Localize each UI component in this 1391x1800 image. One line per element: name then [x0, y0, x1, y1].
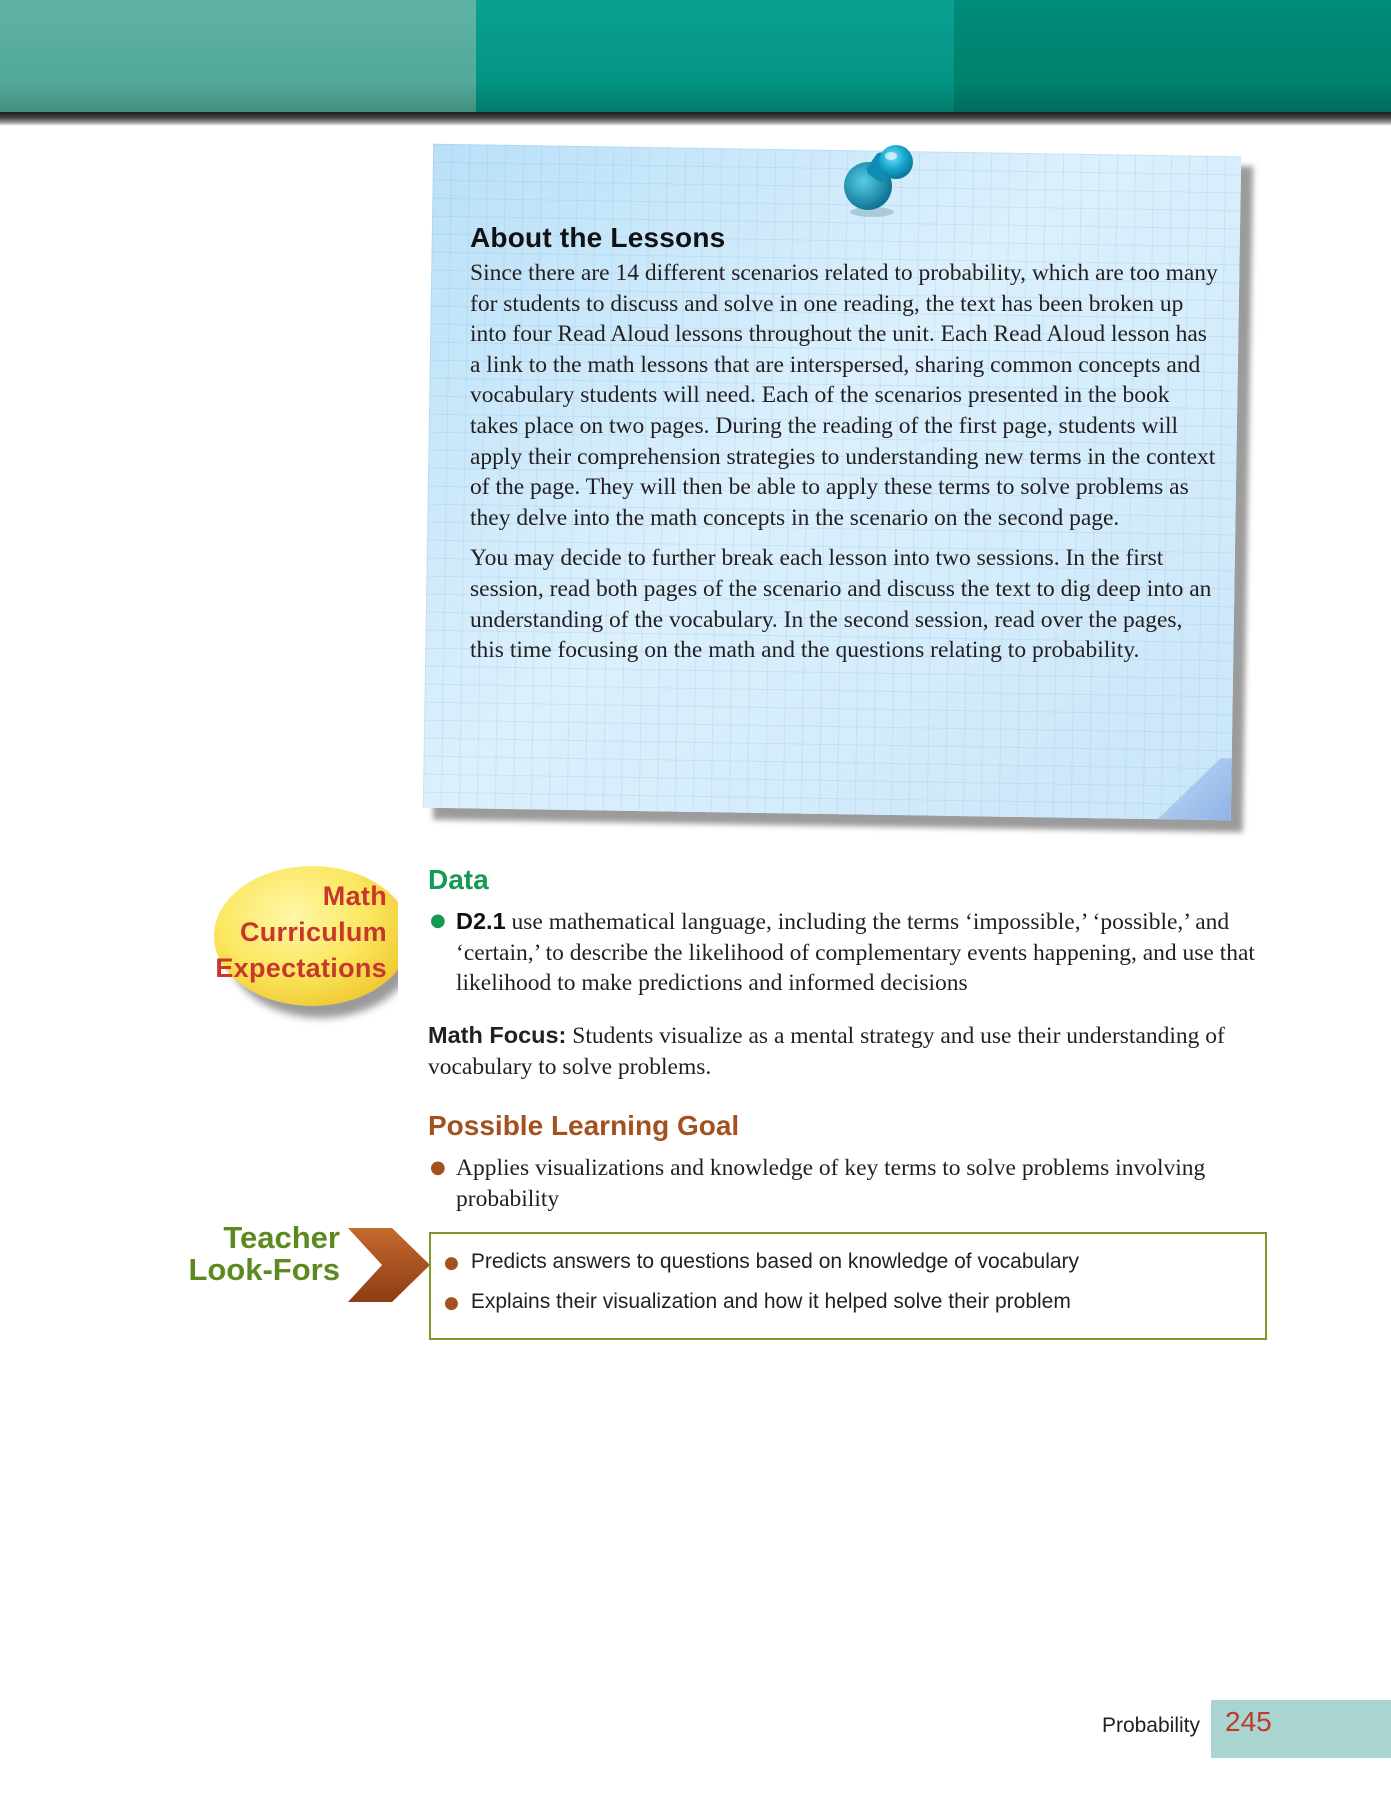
badge-line-curriculum: Curriculum — [239, 917, 387, 947]
footer-section-label: Probability — [1101, 1714, 1200, 1737]
bullet-icon: ● — [430, 910, 446, 931]
bullet-icon: ● — [430, 1157, 446, 1178]
about-paragraph-1: Since there are 14 different scenarios related to probability, which are too many for students to discuss and solve in one reading, the text has been broken up into four Read Aloud lessons throughout the unit. Each Read Aloud lesson has a link to the math lessons that are interspersed, sharing common concepts and vocabulary students will need. Each of the scenarios presented in the book takes place on two pages. During the reading of the first page, students will apply their comprehension strategies to understanding new terms in the context of the page. They will then be able to apply these terms to solve problems as they delve into the math concepts in the scenario on the second page. — [470, 260, 1218, 531]
expectation-item — [428, 906, 1258, 999]
look-fors-label-line1: Teacher — [223, 1220, 340, 1255]
about-lessons-title: About the Lessons — [470, 222, 726, 253]
look-for-text: Predicts answers to questions based on knowledge of vocabulary — [470, 1250, 1080, 1273]
look-for-item — [444, 1250, 1079, 1274]
math-focus-label: Math Focus: — [428, 1022, 567, 1048]
page-number: 245 — [1225, 1706, 1272, 1737]
learning-goal-heading: Possible Learning Goal — [428, 1110, 740, 1141]
bullet-icon: ● — [444, 1253, 459, 1273]
banner-segment-left — [0, 0, 476, 118]
expectation-text — [428, 906, 1258, 999]
expectation-code: D2.1 — [456, 908, 506, 934]
about-paragraph-2: You may decide to further break each lesson into two sessions. In the first session, read both pages of the scenario and discuss the text to dig deep into an understanding of the vocabulary. In the second session, read over the pages, this time focusing on the math and the questions relating to probability. — [470, 545, 1212, 664]
look-fors-label-line2: Look-Fors — [188, 1252, 340, 1287]
data-heading: Data — [428, 864, 489, 895]
banner-segment-right — [954, 0, 1391, 118]
bullet-icon: ● — [444, 1293, 459, 1313]
look-for-text: Explains their visualization and how it helped solve their problem — [470, 1290, 1071, 1313]
page-curl — [1147, 757, 1232, 820]
badge-line-expectations: Expectations — [215, 953, 387, 983]
teacher-look-fors-label — [148, 1222, 340, 1286]
expectations-badge-text — [180, 878, 387, 986]
math-focus — [428, 1020, 1258, 1082]
pushpin-icon — [836, 140, 926, 220]
look-for-item — [444, 1290, 1071, 1314]
badge-line-math: Math — [322, 881, 387, 911]
banner-segment-middle — [476, 0, 954, 118]
top-banner — [0, 0, 1391, 118]
about-lessons-content — [470, 222, 1218, 676]
expectation-description: use mathematical language, including the terms ‘impossible,’ ‘possible,’ and ‘certain,’ to describe the likelihood of complementary events happening, and use that likelihood to make predictions and informed decisions — [456, 909, 1255, 997]
learning-goal-item — [428, 1153, 1208, 1214]
banner-shadow-edge — [0, 112, 1391, 126]
look-fors-box — [429, 1232, 1267, 1340]
chevron-arrow-icon — [348, 1228, 430, 1302]
math-focus-text: Students visualize as a mental strategy and use their understanding of vocabulary to solve problems. — [428, 1023, 1225, 1080]
learning-goal-text: Applies visualizations and knowledge of key terms to solve problems involving probability — [456, 1155, 1206, 1212]
